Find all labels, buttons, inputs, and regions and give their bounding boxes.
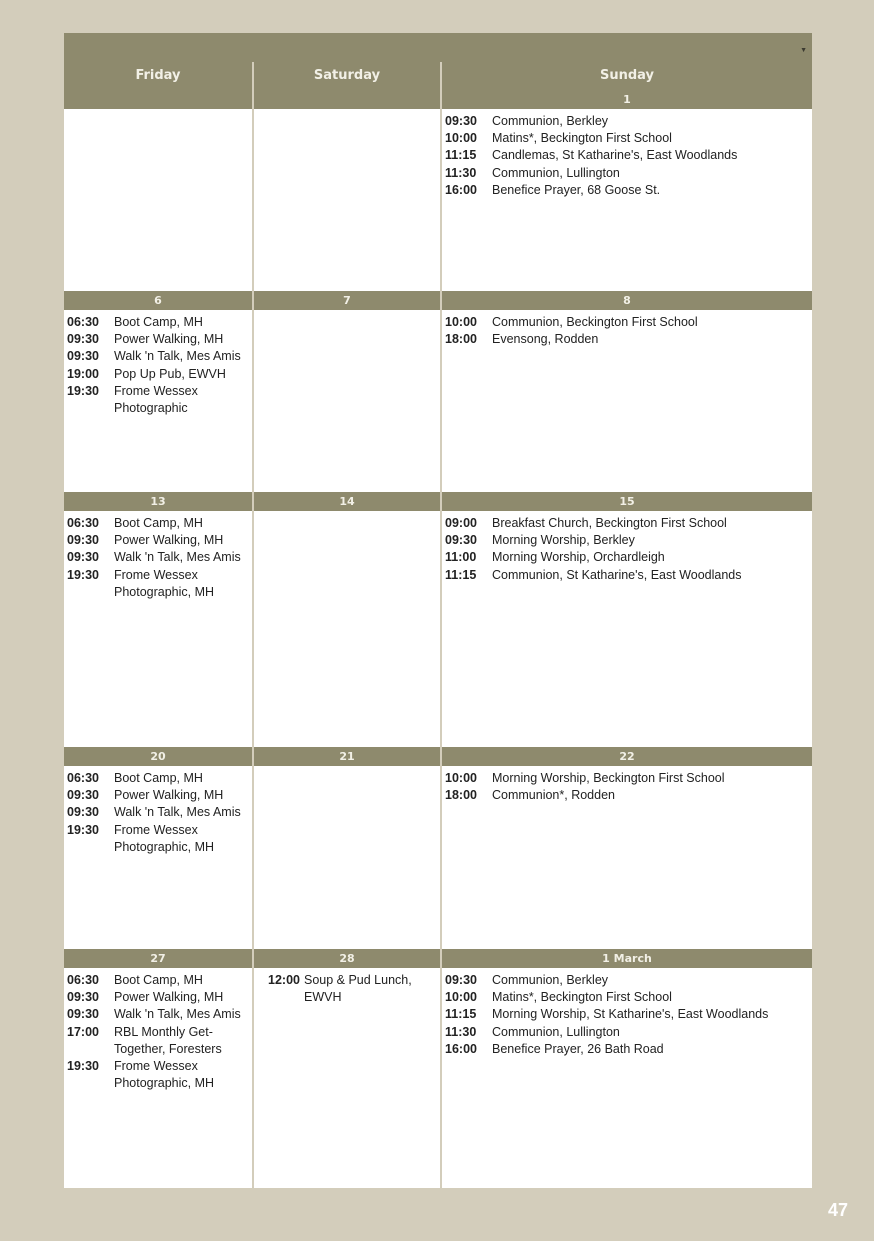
event-description: Walk 'n Talk, Mes Amis bbox=[114, 550, 241, 565]
event-time: 11:15 bbox=[445, 148, 477, 163]
event-description: Breakfast Church, Beckington First School bbox=[492, 516, 727, 530]
week-row bbox=[64, 747, 812, 949]
event-item bbox=[442, 182, 812, 199]
event-time: 09:30 bbox=[445, 533, 477, 548]
event-time: 09:00 bbox=[445, 516, 477, 530]
event-list bbox=[442, 515, 812, 584]
event-item bbox=[64, 549, 252, 566]
event-description: Pop Up Pub, EWVH bbox=[114, 366, 226, 381]
event-item bbox=[442, 147, 812, 164]
event-time: 16:00 bbox=[445, 182, 477, 197]
event-item bbox=[64, 972, 252, 989]
date-bar: 15 bbox=[442, 492, 812, 511]
event-description: RBL Monthly Get-Together, Foresters bbox=[114, 1024, 222, 1056]
event-time: 11:15 bbox=[445, 567, 477, 582]
event-time: 09:30 bbox=[67, 805, 99, 820]
event-description: Evensong, Rodden bbox=[492, 332, 599, 347]
event-time: 17:00 bbox=[67, 1024, 99, 1039]
event-time: 19:30 bbox=[67, 567, 99, 582]
day-cell-saturday bbox=[254, 291, 440, 492]
event-description: Morning Worship, Orchardleigh bbox=[492, 550, 665, 565]
date-bar: 1 March bbox=[442, 949, 812, 968]
date-bar: 8 bbox=[442, 291, 812, 310]
column-header-friday: Friday bbox=[64, 62, 252, 90]
event-time: 16:00 bbox=[445, 1041, 477, 1056]
column-header-saturday: Saturday bbox=[254, 62, 440, 90]
event-item bbox=[442, 113, 812, 130]
week-row bbox=[64, 492, 812, 747]
event-description: Power Walking, MH bbox=[114, 788, 224, 803]
event-time: 06:30 bbox=[67, 771, 99, 785]
event-description: Walk 'n Talk, Mes Amis bbox=[114, 805, 241, 820]
event-time: 11:30 bbox=[445, 1024, 477, 1039]
date-bar: 20 bbox=[64, 747, 252, 766]
date-bar: 14 bbox=[254, 492, 440, 511]
event-item bbox=[442, 549, 812, 566]
event-description: Power Walking, MH bbox=[114, 990, 224, 1005]
event-time: 19:30 bbox=[67, 822, 99, 837]
event-item bbox=[64, 567, 252, 601]
day-cell-sunday bbox=[442, 90, 812, 291]
event-description: Boot Camp, MH bbox=[114, 516, 203, 530]
event-description: Benefice Prayer, 68 Goose St. bbox=[492, 182, 661, 197]
event-list bbox=[64, 972, 252, 1092]
event-description: Communion, Berkley bbox=[492, 973, 609, 987]
page-number: 47 bbox=[827, 1200, 848, 1220]
day-cell-sunday bbox=[442, 492, 812, 747]
calendar-top-bar bbox=[64, 33, 812, 62]
day-cell-friday bbox=[64, 90, 252, 291]
day-cell-friday bbox=[64, 747, 252, 949]
event-list bbox=[254, 972, 440, 1006]
event-description: Boot Camp, MH bbox=[114, 771, 203, 785]
date-bar bbox=[64, 90, 252, 109]
week-row bbox=[64, 291, 812, 492]
event-time: 11:30 bbox=[445, 165, 477, 180]
event-description: Frome Wessex Photographic, MH bbox=[114, 1059, 215, 1091]
event-time: 09:30 bbox=[67, 788, 99, 803]
day-cell-saturday bbox=[254, 492, 440, 747]
date-bar: 21 bbox=[254, 747, 440, 766]
event-item bbox=[64, 366, 252, 383]
event-item bbox=[64, 348, 252, 365]
event-item bbox=[64, 787, 252, 804]
event-time: 10:00 bbox=[445, 990, 477, 1005]
event-description: Walk 'n Talk, Mes Amis bbox=[114, 349, 241, 364]
event-item bbox=[64, 1024, 252, 1058]
event-time: 06:30 bbox=[67, 315, 99, 329]
event-item bbox=[64, 822, 252, 856]
event-item bbox=[64, 1058, 252, 1092]
column-divider bbox=[440, 62, 442, 1188]
event-item bbox=[64, 331, 252, 348]
event-time: 09:30 bbox=[445, 973, 477, 987]
event-item bbox=[64, 770, 252, 787]
event-description: Communion, Beckington First School bbox=[492, 315, 698, 329]
event-item bbox=[442, 130, 812, 147]
week-row bbox=[64, 949, 812, 1188]
event-time: 19:00 bbox=[67, 366, 99, 381]
event-description: Communion*, Rodden bbox=[492, 788, 615, 803]
event-time: 10:00 bbox=[445, 131, 477, 146]
event-description: Matins*, Beckington First School bbox=[492, 131, 672, 146]
day-cell-friday bbox=[64, 291, 252, 492]
event-time: 18:00 bbox=[445, 788, 477, 803]
event-list bbox=[64, 515, 252, 601]
event-item bbox=[442, 532, 812, 549]
event-time: 06:30 bbox=[67, 973, 99, 987]
event-description: Morning Worship, Beckington First School bbox=[492, 771, 725, 785]
date-bar: 22 bbox=[442, 747, 812, 766]
event-item bbox=[442, 1024, 812, 1041]
event-description: Power Walking, MH bbox=[114, 533, 224, 548]
event-item bbox=[64, 383, 252, 417]
event-item bbox=[442, 972, 812, 989]
event-description: Communion, St Katharine's, East Woodlands bbox=[492, 567, 742, 582]
event-item bbox=[442, 567, 812, 584]
event-item bbox=[442, 515, 812, 532]
event-list bbox=[442, 972, 812, 1058]
day-cell-sunday bbox=[442, 949, 812, 1188]
event-description: Frome Wessex Photographic bbox=[114, 383, 198, 416]
event-item bbox=[254, 972, 440, 1006]
event-time: 18:00 bbox=[445, 332, 477, 347]
event-list bbox=[442, 113, 812, 199]
event-item bbox=[442, 770, 812, 787]
event-time: 06:30 bbox=[67, 516, 99, 530]
date-bar: 28 bbox=[254, 949, 440, 968]
date-bar bbox=[254, 90, 440, 109]
event-description: Communion, Lullington bbox=[492, 165, 620, 180]
event-time: 09:30 bbox=[67, 332, 99, 347]
event-description: Frome Wessex Photographic, MH bbox=[114, 822, 215, 854]
event-item bbox=[64, 989, 252, 1006]
event-description: Walk 'n Talk, Mes Amis bbox=[114, 1007, 241, 1022]
event-item bbox=[64, 314, 252, 331]
event-time: 09:30 bbox=[445, 114, 477, 128]
date-bar: 7 bbox=[254, 291, 440, 310]
date-bar: 6 bbox=[64, 291, 252, 310]
event-item bbox=[64, 515, 252, 532]
event-time: 12:00 bbox=[268, 973, 300, 987]
event-time: 09:30 bbox=[67, 533, 99, 548]
event-item bbox=[64, 532, 252, 549]
event-description: Matins*, Beckington First School bbox=[492, 990, 672, 1005]
event-time: 09:30 bbox=[67, 990, 99, 1005]
column-header-sunday: Sunday bbox=[442, 62, 812, 90]
day-cell-friday bbox=[64, 492, 252, 747]
week-row bbox=[64, 90, 812, 291]
event-item bbox=[64, 804, 252, 821]
event-item bbox=[64, 1006, 252, 1023]
event-description: Candlemas, St Katharine's, East Woodlands bbox=[492, 148, 738, 163]
column-divider bbox=[252, 62, 254, 1188]
event-description: Morning Worship, Berkley bbox=[492, 533, 635, 548]
event-time: 11:15 bbox=[445, 1007, 477, 1022]
day-cell-saturday bbox=[254, 747, 440, 949]
event-time: 19:30 bbox=[67, 1059, 99, 1074]
event-description: Morning Worship, St Katharine's, East Woodlands bbox=[492, 1007, 769, 1022]
event-time: 10:00 bbox=[445, 315, 477, 329]
day-cell-saturday bbox=[254, 949, 440, 1188]
event-time: 11:00 bbox=[445, 550, 477, 565]
event-list bbox=[64, 770, 252, 856]
event-description: Frome Wessex Photographic, MH bbox=[114, 567, 215, 599]
day-cell-saturday bbox=[254, 90, 440, 291]
event-time: 09:30 bbox=[67, 550, 99, 565]
day-cell-sunday bbox=[442, 747, 812, 949]
day-cell-friday bbox=[64, 949, 252, 1188]
event-list bbox=[442, 314, 812, 348]
event-item bbox=[442, 331, 812, 348]
event-time: 19:30 bbox=[67, 383, 99, 398]
event-time: 09:30 bbox=[67, 349, 99, 364]
event-description: Boot Camp, MH bbox=[114, 973, 203, 987]
event-description: Benefice Prayer, 26 Bath Road bbox=[492, 1041, 664, 1056]
calendar-sheet bbox=[64, 33, 812, 1188]
event-item bbox=[442, 314, 812, 331]
date-bar: 1 bbox=[442, 90, 812, 109]
event-time: 10:00 bbox=[445, 771, 477, 785]
event-item bbox=[442, 787, 812, 804]
event-item bbox=[442, 989, 812, 1006]
event-list bbox=[64, 314, 252, 417]
date-bar: 13 bbox=[64, 492, 252, 511]
day-cell-sunday bbox=[442, 291, 812, 492]
event-item bbox=[442, 165, 812, 182]
event-list bbox=[442, 770, 812, 804]
event-item bbox=[442, 1041, 812, 1058]
event-time: 09:30 bbox=[67, 1007, 99, 1022]
event-description: Boot Camp, MH bbox=[114, 315, 203, 329]
date-bar: 27 bbox=[64, 949, 252, 968]
event-item bbox=[442, 1006, 812, 1023]
event-description: Communion, Berkley bbox=[492, 114, 609, 128]
dropdown-caret-icon: ▼ bbox=[800, 47, 807, 54]
event-description: Soup & Pud Lunch, EWVH bbox=[303, 973, 412, 1005]
event-description: Communion, Lullington bbox=[492, 1024, 620, 1039]
event-description: Power Walking, MH bbox=[114, 332, 224, 347]
